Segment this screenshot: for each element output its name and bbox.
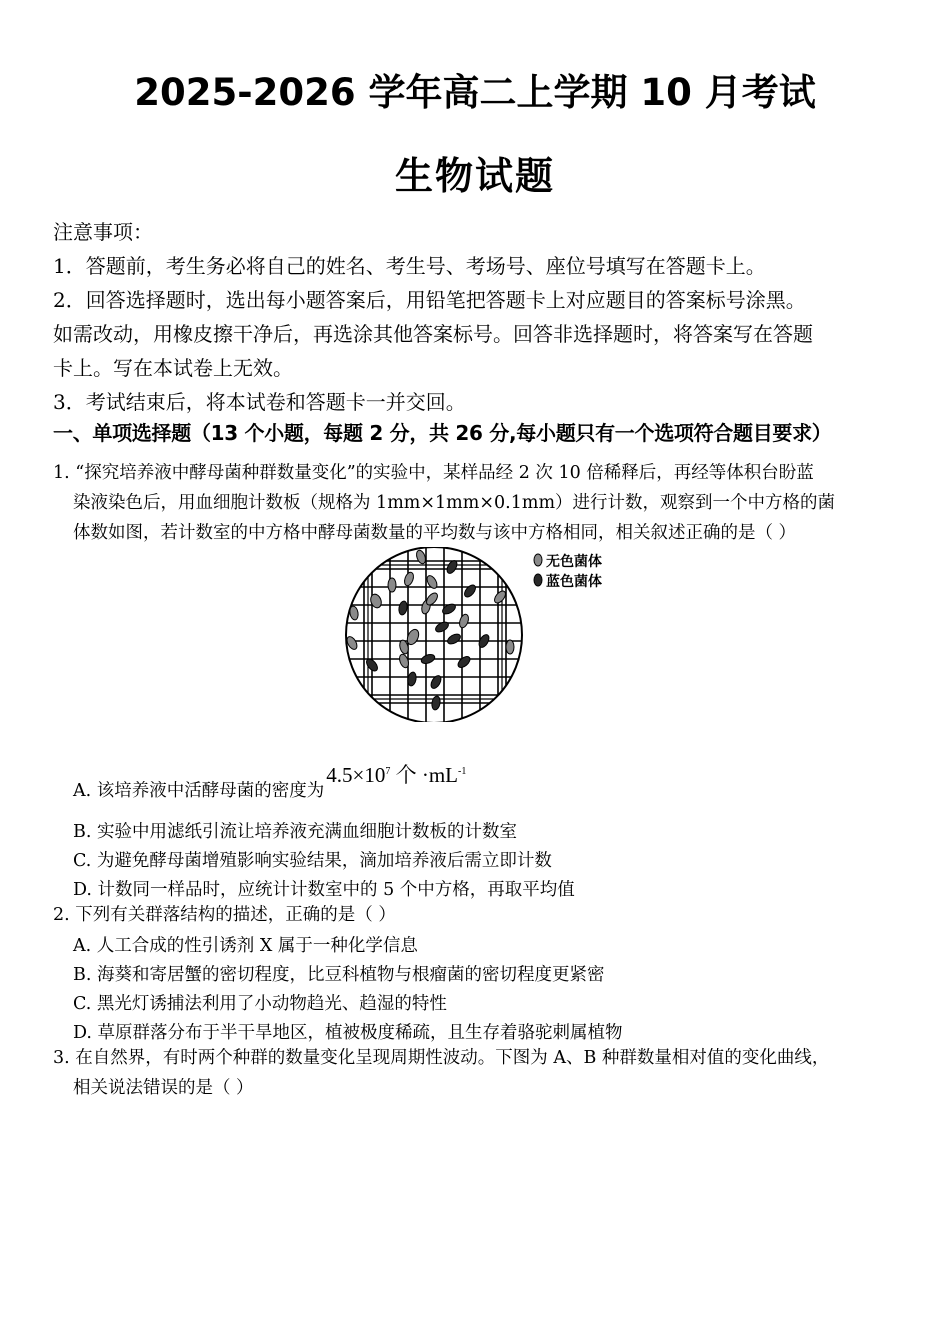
density-formula xyxy=(326,763,466,787)
notes-line: 2．回答选择题时，选出每小题答案后，用铅笔把答题卡上对应题目的答案标号涂黑。 xyxy=(53,288,806,312)
option-2c: C. 黑光灯诱捕法利用了小动物趋光、趋湿的特性 xyxy=(73,994,447,1014)
option-2d: D. 草原群落分布于半干旱地区，植被极度稀疏，且生存着骆驼刺属植物 xyxy=(73,1023,623,1043)
exam-title: 2025-2026 学年高二上学期 10 月考试 xyxy=(134,71,816,114)
option-1a xyxy=(73,763,467,803)
question-line: 1. “探究培养液中酵母菌种群数量变化”的实验中，某样品经 2 次 10 倍稀释后，再经等体积台盼蓝 xyxy=(53,463,814,483)
question-line: 相关说法错误的是（ ） xyxy=(73,1078,254,1098)
option-2b: B. 海葵和寄居蟹的密切程度，比豆科植物与根瘤菌的密切程度更紧密 xyxy=(73,965,605,985)
figure-legend xyxy=(534,553,602,590)
option-text: A. 该培养液中活酵母菌的密度为 xyxy=(73,781,325,801)
question-1-stem xyxy=(53,458,898,548)
section-heading: 一、单项选择题（13 个小题，每题 2 分，共 26 分,每小题只有一个选项符合题目要求） xyxy=(53,421,832,445)
question-2-stem xyxy=(53,900,898,930)
option-1c: C. 为避免酵母菌增殖影响实验结果，滴加培养液后需立即计数 xyxy=(73,851,552,871)
question-line: 染液染色后，用血细胞计数板（规格为 1mm×1mm×0.1mm）进行计数，观察到一个中方格的菌 xyxy=(73,493,836,513)
notes-heading: 注意事项： xyxy=(53,220,153,244)
legend-colorless: 无色菌体 xyxy=(546,554,602,570)
notes-line: 卡上。写在本试卷上无效。 xyxy=(53,356,293,380)
option-1b: B. 实验中用滤纸引流让培养液充满血细胞计数板的计数室 xyxy=(73,822,517,842)
notes-line: 3．考试结束后，将本试卷和答题卡一并交回。 xyxy=(53,390,466,414)
question-line: 3. 在自然界，有时两个种群的数量变化呈现周期性波动。下图为 A、B 种群数量相对值的变化曲线， xyxy=(53,1048,830,1068)
question-line: 体数如图，若计数室的中方格中酵母菌数量的平均数与该中方格相同，相关叙述正确的是（ ） xyxy=(73,523,797,543)
hemocytometer-figure xyxy=(336,547,626,722)
formula-unit-exponent: -1 xyxy=(458,766,467,777)
notes-line: 如需改动，用橡皮擦干净后，再选涂其他答案标号。回答非选择题时，将答案写在答题 xyxy=(53,322,813,346)
exam-subtitle: 生物试题 xyxy=(394,154,555,198)
option-1d: D. 计数同一样品时，应统计计数室中的 5 个中方格，再取平均值 xyxy=(73,880,575,900)
formula-base: 4.5×10 xyxy=(326,763,386,787)
formula-unit: 个 ·mL xyxy=(395,763,459,787)
option-2a: A. 人工合成的性引诱剂 X 属于一种化学信息 xyxy=(73,936,418,956)
notes-block xyxy=(53,215,903,419)
notes-line: 1．答题前，考生务必将自己的姓名、考生号、考场号、座位号填写在答题卡上。 xyxy=(53,254,766,278)
question-line: 2. 下列有关群落结构的描述，正确的是（ ） xyxy=(53,905,396,925)
formula-exponent: 7 xyxy=(385,766,391,777)
question-3-stem xyxy=(53,1043,898,1103)
legend-blue: 蓝色菌体 xyxy=(546,574,602,590)
